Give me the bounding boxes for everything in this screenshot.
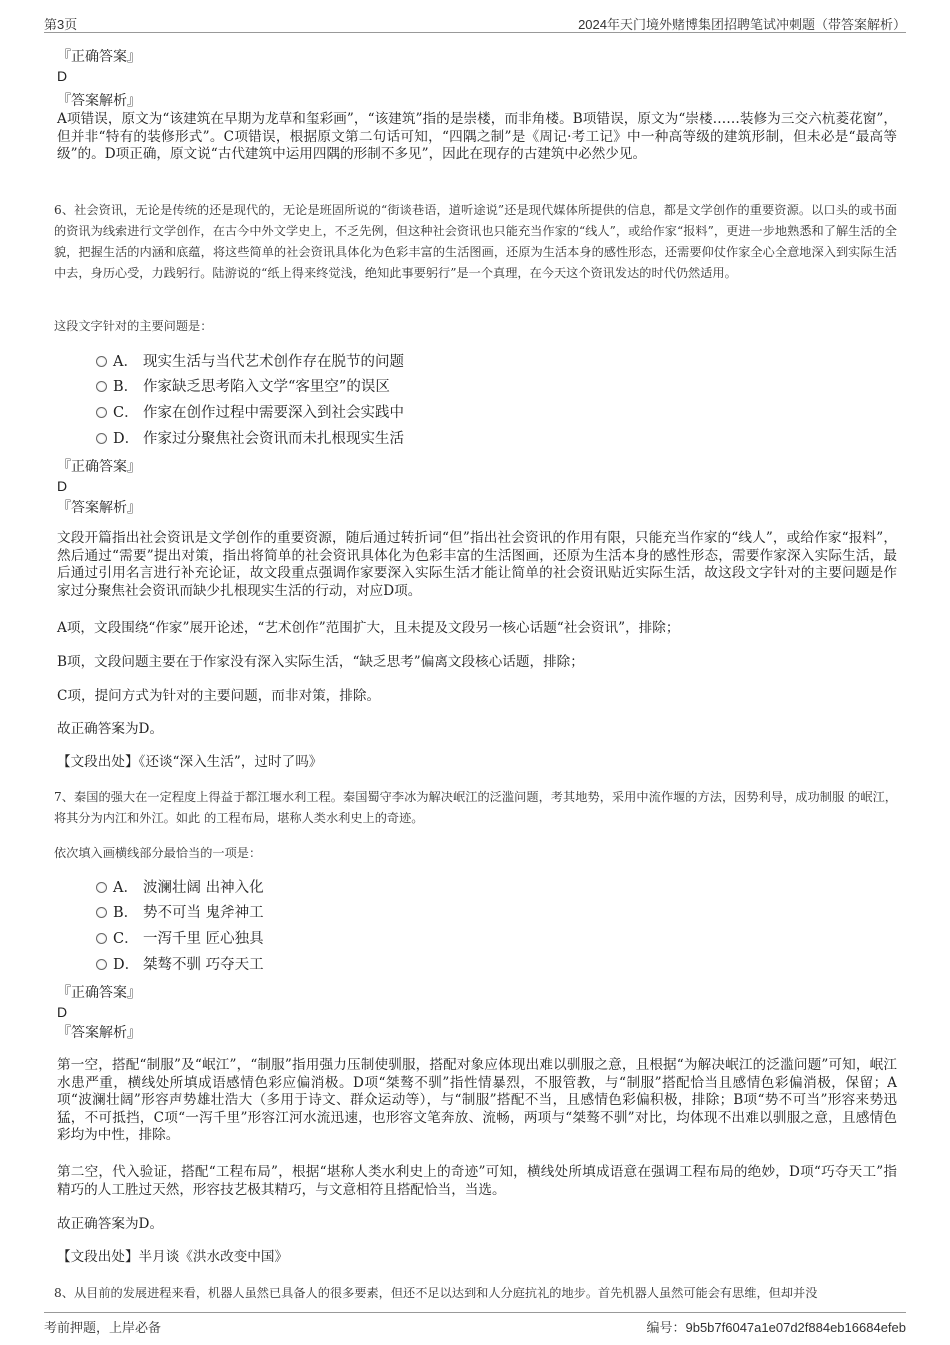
q6-option-b[interactable]: B． 作家缺乏思考陷入文学“客里空”的误区 bbox=[96, 377, 390, 397]
question-7-prompt: 依次填入画横线部分最恰当的一项是： bbox=[54, 846, 262, 860]
page-footer bbox=[44, 1312, 906, 1335]
radio-icon[interactable] bbox=[96, 433, 107, 444]
q6-option-a[interactable]: A． 现实生活与当代艺术创作存在脱节的问题 bbox=[96, 352, 404, 372]
page-header bbox=[44, 10, 906, 33]
page-number: 第3页 bbox=[44, 17, 78, 32]
radio-icon[interactable] bbox=[96, 907, 107, 918]
analysis-label: 『答案解析』 bbox=[57, 500, 141, 516]
question-8-text: 8、从目前的发展进程来看，机器人虽然已具备人的很多要素，但还不足以达到和人分庭抗礼的地步。首先机器人虽然可能会有思维，但却并没 bbox=[54, 1286, 818, 1300]
analysis-label: 『答案解析』 bbox=[57, 93, 141, 109]
radio-icon[interactable] bbox=[96, 407, 107, 418]
correct-answer-value: D bbox=[57, 478, 68, 494]
correct-answer-value: D bbox=[57, 68, 68, 84]
q7-option-b[interactable]: B． 势不可当 鬼斧神工 bbox=[96, 903, 264, 923]
q7-answer-line: 故正确答案为D。 bbox=[57, 1216, 164, 1232]
correct-answer-label: 『正确答案』 bbox=[57, 49, 141, 65]
q6-option-d[interactable]: D． 作家过分聚焦社会资讯而未扎根现实生活 bbox=[96, 429, 404, 449]
radio-icon[interactable] bbox=[96, 933, 107, 944]
q7-analysis-p1: 第一空，搭配“制服”及“岷江”，“制服”指用强力压制使驯服，搭配对象应体现出难以驯服之意，且根据“为解决岷江的泛滥问题”可知，岷江水患严重，横线处所填成语感情色彩应偏消极。D项“桀骜不驯”指性情暴烈，不服管教，与“制服”搭配恰当且感情色彩偏消极，保留；A项“波澜壮阔”形容声势雄壮浩大（多用于诗文、群众运动等），与“制服”搭配不当，且感情色彩偏积极，排除；B项“势不可当”形容来势迅猛，不可抵挡，C项“一泻千里”形容江河水流迅速，也形容文笔奔放、流畅，两项与“桀骜不驯”对比，均体现不出难以驯服之意，且感情色彩均为中性，排除。 bbox=[57, 1057, 897, 1143]
radio-icon[interactable] bbox=[96, 959, 107, 970]
q6-analysis-p1: 文段开篇指出社会资讯是文学创作的重要资源，随后通过转折词“但”指出社会资讯的作用有限，只能充当作家的“线人”，或给作家“报料”，然后通过“需要”提出对策，指出将简单的社会资讯具体化为色彩丰富的生活图画，还原为生活本身的感性形态，需要作家深入实际生活，最后通过引用名言进行补充论证，故文段重点强调作家要深入实际生活才能让简单的社会资讯贴近实际生活，故这段文字针对的主要问题是作家过分聚焦社会资讯而缺少扎根现实生活的行动，对应D项。 bbox=[57, 530, 897, 599]
document-title: 2024年天门境外赌博集团招聘笔试冲刺题（带答案解析） bbox=[578, 17, 906, 32]
correct-answer-value: D bbox=[57, 1004, 68, 1020]
radio-icon[interactable] bbox=[96, 356, 107, 367]
q7-analysis-p2: 第二空，代入验证，搭配“工程布局”，根据“堪称人类水利史上的奇迹”可知，横线处所填成语意在强调工程布局的绝妙，D项“巧夺天工”指精巧的人工胜过天然，形容技艺极其精巧，与文意相符且搭配恰当，当选。 bbox=[57, 1164, 897, 1198]
q7-option-d[interactable]: D． 桀骜不驯 巧夺天工 bbox=[96, 955, 264, 975]
question-7-text: 7、秦国的强大在一定程度上得益于都江堰水利工程。秦国蜀守李冰为解决岷江的泛滥问题，考其地势，采用中流作堰的方法，因势利导，成功制服 的岷江，将其分为内江和外江。如此 的工程布局，堪称人类水利史上的奇迹。 bbox=[54, 790, 897, 825]
question-6-text: 6、社会资讯，无论是传统的还是现代的，无论是班固所说的“街谈巷语，道听途说”还是现代媒体所提供的信息，都是文学创作的重要资源。以口头的或书面的资讯为线索进行文学创作，在古今中外文学史上，不乏先例，但这种社会资讯也只能充当作家的“线人”，或给作家“报料”，更进一步地熟悉和了解生活的全貌，把握生活的内涵和底蕴，将这些简单的社会资讯具体化为色彩丰富的生活图画，还原为生活本身的感性形态，还需要仰仗作家全心全意地深入到实际生活中去，身历心受，力践躬行。陆游说的“纸上得来终觉浅，绝知此事要躬行”是一个真理，在今天这个资讯发达的时代仍然适用。 bbox=[54, 203, 897, 280]
q7-option-a[interactable]: A． 波澜壮阔 出神入化 bbox=[96, 878, 264, 898]
correct-answer-label: 『正确答案』 bbox=[57, 985, 141, 1001]
radio-icon[interactable] bbox=[96, 381, 107, 392]
question-6-prompt: 这段文字针对的主要问题是： bbox=[54, 319, 213, 333]
q5-analysis: A项错误，原文为“该建筑在早期为龙草和玺彩画”，“该建筑”指的是崇楼，而非角楼。B项错误，原文为“崇楼……装修为三交六杭菱花窗”，但并非“特有的装修形式”。C项错误，根据原文第二句话可知，“四隅之制”是《周记·考工记》中一种高等级的建筑形制，但未必是“最高等级”的。D项正确，原文说“古代建筑中运用四隅的形制不多见”，因此在现存的古建筑中必然少见。 bbox=[57, 111, 897, 162]
document-code: 编号：9b5b7f6047a1e07d2f884eb16684efeb bbox=[646, 1320, 906, 1335]
q6-analysis-p2: A项，文段围绕“作家”展开论述，“艺术创作”范围扩大，且未提及文段另一核心话题“社会资讯”，排除； bbox=[57, 620, 680, 636]
q7-option-c[interactable]: C． 一泻千里 匠心独具 bbox=[96, 929, 264, 949]
footer-slogan: 考前押题，上岸必备 bbox=[44, 1320, 162, 1335]
q7-source: 【文段出处】半月谈《洪水改变中国》 bbox=[57, 1249, 289, 1265]
q6-analysis-p4: C项，提问方式为针对的主要问题，而非对策，排除。 bbox=[57, 688, 381, 704]
radio-icon[interactable] bbox=[96, 882, 107, 893]
q6-answer-line: 故正确答案为D。 bbox=[57, 721, 164, 737]
analysis-label: 『答案解析』 bbox=[57, 1025, 141, 1041]
q6-source: 【文段出处】《还谈“深入生活”，过时了吗》 bbox=[57, 754, 323, 770]
correct-answer-label: 『正确答案』 bbox=[57, 459, 141, 475]
q6-option-c[interactable]: C． 作家在创作过程中需要深入到社会实践中 bbox=[96, 403, 404, 423]
q6-analysis-p3: B项，文段问题主要在于作家没有深入实际生活，“缺乏思考”偏离文段核心话题，排除； bbox=[57, 654, 584, 670]
